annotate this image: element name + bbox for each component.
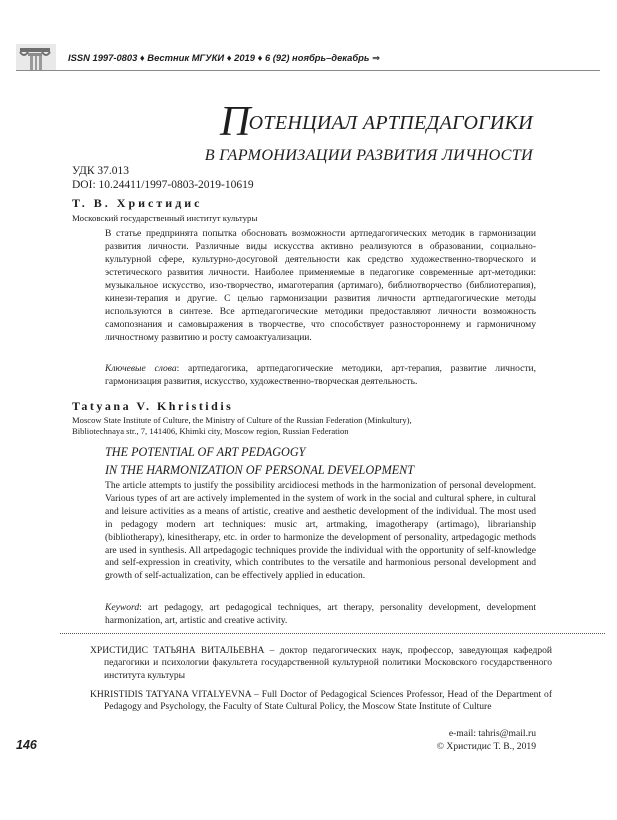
title-line-2: В ГАРМОНИЗАЦИИ РАЗВИТИЯ ЛИЧНОСТИ — [204, 146, 533, 164]
author-affiliation-ru: Московский государственный институт культуры — [72, 213, 258, 223]
author-name-en: Tatyana V. Khristidis — [72, 399, 234, 413]
title-en-line-2: IN THE HARMONIZATION OF PERSONAL DEVELOPMENT — [105, 463, 415, 477]
abstract-en: The article attempts to justify the possibility arcidiocesi methods in the harmonization of personal development. Various types of art are actively implemented in the system of work in the social and cultural sphere, in cultural and leisure activities as a means of artistic, creative and aesthetic development of the individual. The most used in pedagogy modern art techniques: music art, artmaking, imagotherapy (artimago), librarianship (bibliotherapy), kinesitherapy, etc. in order to harmonize the development of personality, artpedagogic methods are used in synthesis. All artpedagogic techniques provide the individual with the opportunity of self-knowledge and self-expression in creativity, which contributes to the versatile and harmonious personal development and growth of self-actualization, can be effectively applied in education. — [105, 480, 536, 582]
title-initial: П — [220, 99, 251, 145]
title-line-1-rest: ОТЕНЦИАЛ АРТПЕДАГОГИКИ — [248, 112, 533, 134]
keywords-ru-text: : артпедагогика, артпедагогические методики, арт-терапия, развитие личности, гармонизация развития, искусство, художественно-творческая деятельность. — [105, 363, 537, 387]
column-capital-logo-icon — [16, 44, 56, 70]
keywords-en — [105, 601, 536, 627]
title-en-line-1: THE POTENTIAL OF ART PEDAGOGY — [105, 445, 306, 459]
doi: DOI: 10.24411/1997-0803-2019-10619 — [72, 179, 254, 191]
journal-header — [16, 44, 600, 71]
keywords-ru — [105, 362, 536, 388]
keywords-en-text: : art pedagogy, art pedagogical techniques, art therapy, personality development, development harmonization, art, artistic and creative activity. — [105, 602, 536, 626]
udk-code: УДК 37.013 — [72, 165, 129, 177]
author-name-ru: Т. В. Христидис — [72, 196, 203, 210]
abstract-ru: В статье предпринята попытка обосновать возможности артпедагогических методик в гармонизации развития личности. Различные виды искусства активно реализуются в образовании, социально-культурной сфере, культурно-досуговой деятельности как средство художественно-творческого и эстетического развития личности. Наиболее применяемые в педагогике современные арт-методики: музыкальное искусство, изо-творчество, имаготерапия (артимаго), библиотворчество (библиотерапия), кинези-терапия и другие. С целью гармонизации развития личности артпедагогические методы используются в синтезе. Все артпедагогические методики предоставляют личности возможность самопознания и самовыражения в творчестве, что способствует разностороннему и гармоничному личностному развитию и росту самоактуализации. — [105, 228, 536, 343]
article-title-en — [105, 443, 414, 479]
author-bio-ru: ХРИСТИДИС ТАТЬЯНА ВИТАЛЬЕВНА – доктор педагогических наук, профессор, заведующая кафедрой педагогики и психологии факультета государственной культурной политики Московского государственного института культуры — [90, 645, 552, 681]
affiliation-en-line-2: Bibliotechnaya str., 7, 141406, Khimki city, Moscow region, Russian Federation — [72, 426, 349, 436]
journal-issue-line: ISSN 1997-0803 ♦ Вестник МГУКИ ♦ 2019 ♦ 6 (92) ноябрь–декабрь ⇒ — [68, 52, 380, 63]
page-number: 146 — [16, 738, 37, 752]
copyright-notice: © Христидис Т. В., 2019 — [436, 741, 536, 752]
author-bio-en: KHRISTIDIS TATYANA VITALYEVNA – Full Doctor of Pedagogical Sciences Professor, Head of the Department of Pedagogy and Psychology, the Faculty of State Cultural Policy, the Moscow State Institute of Culture — [90, 689, 552, 713]
article-title-ru — [205, 98, 533, 165]
affiliation-en-line-1: Moscow State Institute of Culture, the Ministry of Culture of the Russian Federation (Minkultury), — [72, 415, 412, 425]
author-email: e-mail: tahris@mail.ru — [448, 728, 536, 739]
keywords-en-label: Keyword — [105, 602, 140, 613]
dotted-divider — [60, 633, 605, 634]
title-line-1 — [205, 98, 533, 146]
author-affiliation-en — [72, 415, 512, 437]
keywords-ru-label: Ключевые слова — [105, 363, 177, 374]
